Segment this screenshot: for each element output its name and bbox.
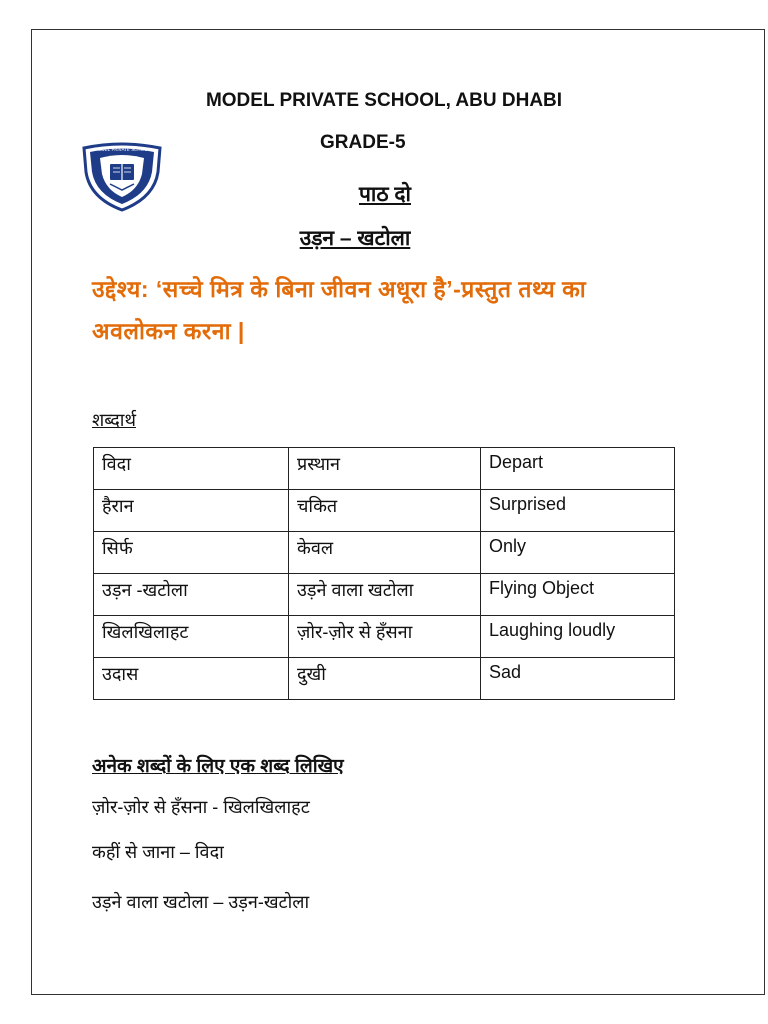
one-word-item: उड़ने वाला खटोला – उड़न-खटोला bbox=[92, 892, 310, 912]
table-cell-english: Flying Object bbox=[481, 574, 675, 616]
vocabulary-table bbox=[93, 447, 675, 700]
table-cell-english: Only bbox=[481, 532, 675, 574]
grade-label: GRADE-5 bbox=[320, 132, 406, 153]
table-row bbox=[94, 658, 675, 700]
table-row bbox=[94, 532, 675, 574]
table-row bbox=[94, 574, 675, 616]
school-crest-logo bbox=[80, 142, 164, 212]
table-cell-meaning: दुखी bbox=[289, 658, 481, 700]
table-row bbox=[94, 448, 675, 490]
one-word-section-title: अनेक शब्दों के लिए एक शब्द लिखिए bbox=[92, 756, 344, 777]
school-name: MODEL PRIVATE SCHOOL, ABU DHABI bbox=[205, 90, 563, 111]
one-word-item: कहीं से जाना – विदा bbox=[92, 842, 224, 862]
table-cell-english: Sad bbox=[481, 658, 675, 700]
table-cell-word: उड़न -खटोला bbox=[94, 574, 289, 616]
table-cell-word: उदास bbox=[94, 658, 289, 700]
table-row bbox=[94, 616, 675, 658]
table-cell-word: विदा bbox=[94, 448, 289, 490]
table-cell-meaning: ज़ोर-ज़ोर से हँसना bbox=[289, 616, 481, 658]
svg-text:MODEL PRIVATE SCHOOL: MODEL PRIVATE SCHOOL bbox=[93, 148, 151, 153]
table-cell-english: Laughing loudly bbox=[481, 616, 675, 658]
table-cell-english: Depart bbox=[481, 448, 675, 490]
one-word-item: ज़ोर-ज़ोर से हँसना - खिलखिलाहट bbox=[92, 797, 310, 817]
table-cell-word: खिलखिलाहट bbox=[94, 616, 289, 658]
objective-text: उद्देश्य: ‘सच्चे मित्र के बिना जीवन अधूरा है’-प्रस्तुत तथ्य का अवलोकन करना | bbox=[92, 276, 587, 344]
chapter-title: उड़न – खटोला bbox=[299, 227, 411, 250]
table-cell-meaning: प्रस्थान bbox=[289, 448, 481, 490]
table-cell-word: सिर्फ bbox=[94, 532, 289, 574]
table-cell-english: Surprised bbox=[481, 490, 675, 532]
vocabulary-title: शब्दार्थ bbox=[92, 410, 136, 430]
table-cell-word: हैरान bbox=[94, 490, 289, 532]
lesson-label: पाठ दो bbox=[359, 183, 411, 206]
table-row bbox=[94, 490, 675, 532]
table-cell-meaning: केवल bbox=[289, 532, 481, 574]
table-cell-meaning: चकित bbox=[289, 490, 481, 532]
table-cell-meaning: उड़ने वाला खटोला bbox=[289, 574, 481, 616]
